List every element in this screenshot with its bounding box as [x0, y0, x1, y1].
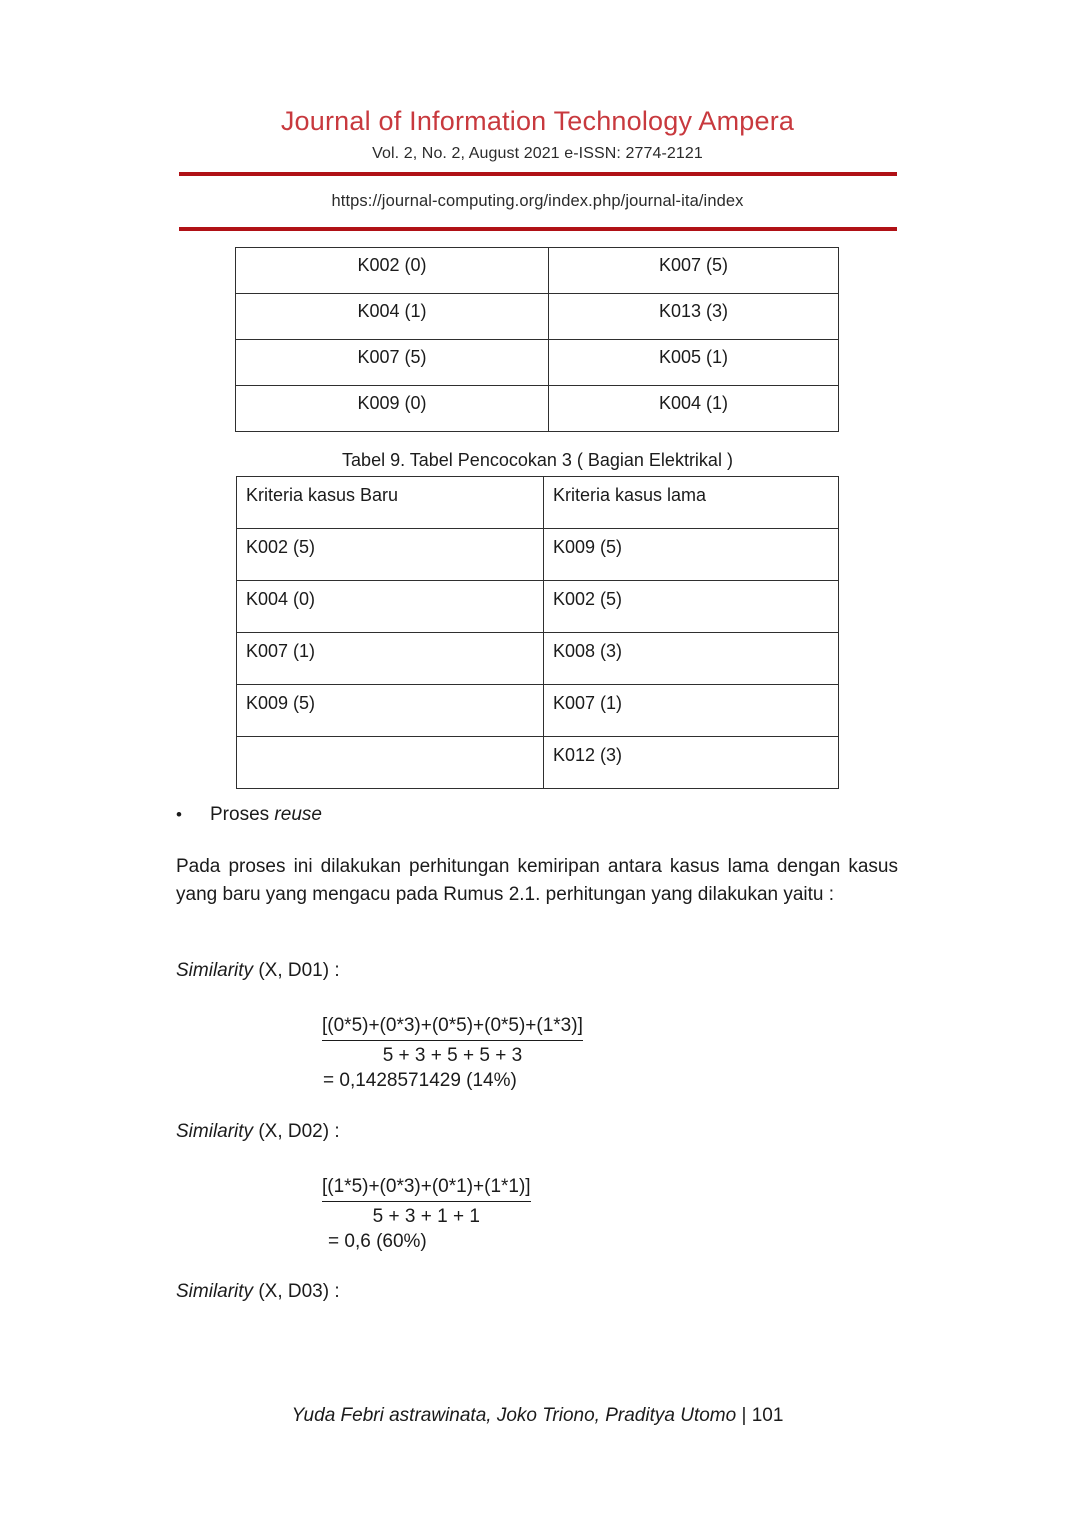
similarity-label-d03 [176, 1281, 340, 1303]
table-row [236, 248, 839, 294]
cell-kriteria-lama: K008 (3) [544, 633, 839, 685]
formula-numerator: [(1*5)+(0*3)+(0*1)+(1*1)] [322, 1174, 531, 1202]
column-header-kriteria-baru: Kriteria kasus Baru [237, 477, 544, 529]
cell-kriteria-lama: K007 (5) [549, 248, 839, 294]
table-9-caption: Tabel 9. Tabel Pencocokan 3 ( Bagian Elektrikal ) [342, 450, 733, 470]
column-header-kriteria-lama: Kriteria kasus lama [544, 477, 839, 529]
journal-url: https://journal-computing.org/index.php/journal-ita/index [331, 192, 744, 211]
header-rule-top [179, 172, 897, 176]
similarity-word-italic: Similarity [176, 960, 254, 981]
similarity-args: (X, D02) : [253, 1121, 340, 1142]
bullet-dot-icon: • [176, 805, 182, 824]
cell-kriteria-lama: K004 (1) [549, 386, 839, 432]
bullet-item-proses-reuse [176, 804, 322, 826]
table-row [237, 685, 839, 737]
cell-kriteria-lama: K009 (5) [544, 529, 839, 581]
cell-kriteria-lama: K007 (1) [544, 685, 839, 737]
formula-result: = 0,6 (60%) [328, 1231, 427, 1253]
cell-kriteria-baru: K004 (1) [236, 294, 549, 340]
table-row [236, 340, 839, 386]
formula-result: = 0,1428571429 (14%) [323, 1070, 517, 1092]
cell-kriteria-baru: K007 (1) [237, 633, 544, 685]
page-number: 101 [751, 1405, 784, 1426]
table-row [237, 581, 839, 633]
similarity-args: (X, D01) : [253, 960, 340, 981]
similarity-label-d02 [176, 1121, 340, 1143]
journal-header [0, 0, 1075, 231]
cell-kriteria-lama: K002 (5) [544, 581, 839, 633]
cell-kriteria-baru: K009 (5) [237, 685, 544, 737]
journal-issue-line: Vol. 2, No. 2, August 2021 e-ISSN: 2774-2121 [372, 145, 703, 163]
similarity-word-italic: Similarity [176, 1121, 254, 1142]
cell-kriteria-lama: K013 (3) [549, 294, 839, 340]
bullet-label [210, 804, 322, 826]
header-rule-bottom [179, 227, 897, 231]
table-header-row [237, 477, 839, 529]
table-row [237, 529, 839, 581]
table-row [237, 737, 839, 789]
table-row [236, 294, 839, 340]
cell-kriteria-lama: K005 (1) [549, 340, 839, 386]
table-row [236, 386, 839, 432]
cell-kriteria-lama: K012 (3) [544, 737, 839, 789]
footer-authors: Yuda Febri astrawinata, Joko Triono, Praditya Utomo [291, 1405, 737, 1426]
cell-kriteria-baru: K002 (5) [237, 529, 544, 581]
table-9-pencocokan-3 [236, 476, 839, 789]
cell-kriteria-baru: K002 (0) [236, 248, 549, 294]
similarity-label-d01 [176, 960, 340, 982]
footer-separator: | [736, 1405, 752, 1426]
bullet-label-italic: reuse [274, 804, 322, 825]
formula-d01 [322, 1013, 583, 1094]
journal-title: Journal of Information Technology Ampera [280, 106, 795, 136]
cell-kriteria-baru: K004 (0) [237, 581, 544, 633]
bullet-label-plain: Proses [210, 804, 275, 825]
similarity-args: (X, D03) : [253, 1281, 340, 1302]
formula-numerator: [(0*5)+(0*3)+(0*5)+(0*5)+(1*3)] [322, 1013, 583, 1041]
formula-d02 [322, 1174, 531, 1255]
similarity-word-italic: Similarity [176, 1281, 254, 1302]
table-row [237, 633, 839, 685]
cell-kriteria-baru: K009 (0) [236, 386, 549, 432]
page-footer [0, 1405, 1075, 1427]
cell-kriteria-baru: K007 (5) [236, 340, 549, 386]
formula-denominator: 5 + 3 + 5 + 5 + 3 [382, 1044, 523, 1066]
table-pencocokan-continued [235, 247, 839, 432]
formula-denominator: 5 + 3 + 1 + 1 [372, 1205, 480, 1227]
cell-kriteria-baru-empty [237, 737, 544, 789]
body-paragraph: Pada proses ini dilakukan perhitungan kemiripan antara kasus lama dengan kasus yang baru yang mengacu pada Rumus 2.1. perhitungan yang dilakukan yaitu : [176, 856, 898, 906]
